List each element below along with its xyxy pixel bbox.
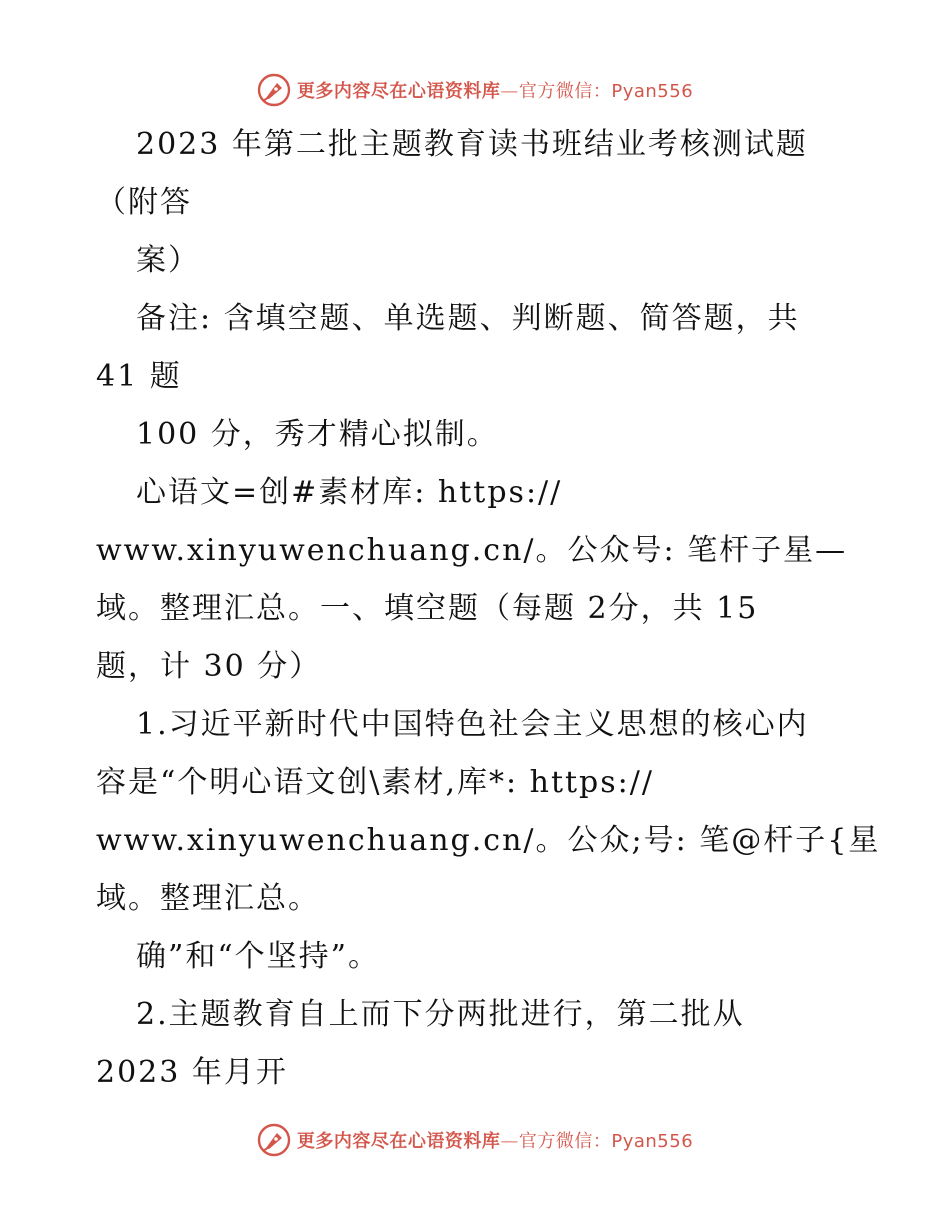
footer-watermark [0,1120,950,1160]
document-line: 域。整理汇总。 [96,881,320,916]
watermark-site: 更多内容尽在心语资料库 [296,81,501,102]
pen-nib-logo-icon [257,73,291,107]
document-line: www.xinyuwenchuang.cn/。公众;号: 笔@杆子{星 [96,823,881,858]
document-line: 2023 年月开 [96,1055,288,1090]
watermark-text [297,1127,693,1153]
document-line: 心语文=创#素材库: https:// [136,475,563,510]
pen-nib-logo-icon [257,1123,291,1157]
watermark-site: 更多内容尽在心语资料库 [296,1131,501,1152]
document-line: 2.主题教育自上而下分两批进行，第二批从 [136,997,745,1032]
watermark-separator: — [500,1131,519,1152]
document-line: 41 题 [96,359,182,394]
document-line: 案） [136,243,200,278]
document-line: 100 分，秀才精心拟制。 [136,417,499,452]
document-line: 确”和“个坚持”。 [136,939,381,974]
document-line: 域。整理汇总。一、填空题（每题 2分，共 15 [96,591,759,626]
document-line: 容是“个明心语文创\素材,库*: https:// [96,765,654,800]
document-line: 题，计 30 分） [96,649,322,684]
document-body [96,116,881,1102]
watermark-text [297,77,693,103]
watermark-wechat: 官方微信：Pyan556 [518,81,694,102]
document-line: （附答 [96,185,192,220]
watermark-separator: — [500,81,519,102]
document-line: 备注: 含填空题、单选题、判断题、简答题，共 [136,301,800,336]
document-line: 2023 年第二批主题教育读书班结业考核测试题 [136,127,808,162]
watermark-wechat: 官方微信：Pyan556 [518,1131,694,1152]
header-watermark [0,70,950,110]
document-line: 1.习近平新时代中国特色社会主义思想的核心内 [136,707,809,742]
document-line: www.xinyuwenchuang.cn/。公众号: 笔杆子星— [96,533,848,568]
